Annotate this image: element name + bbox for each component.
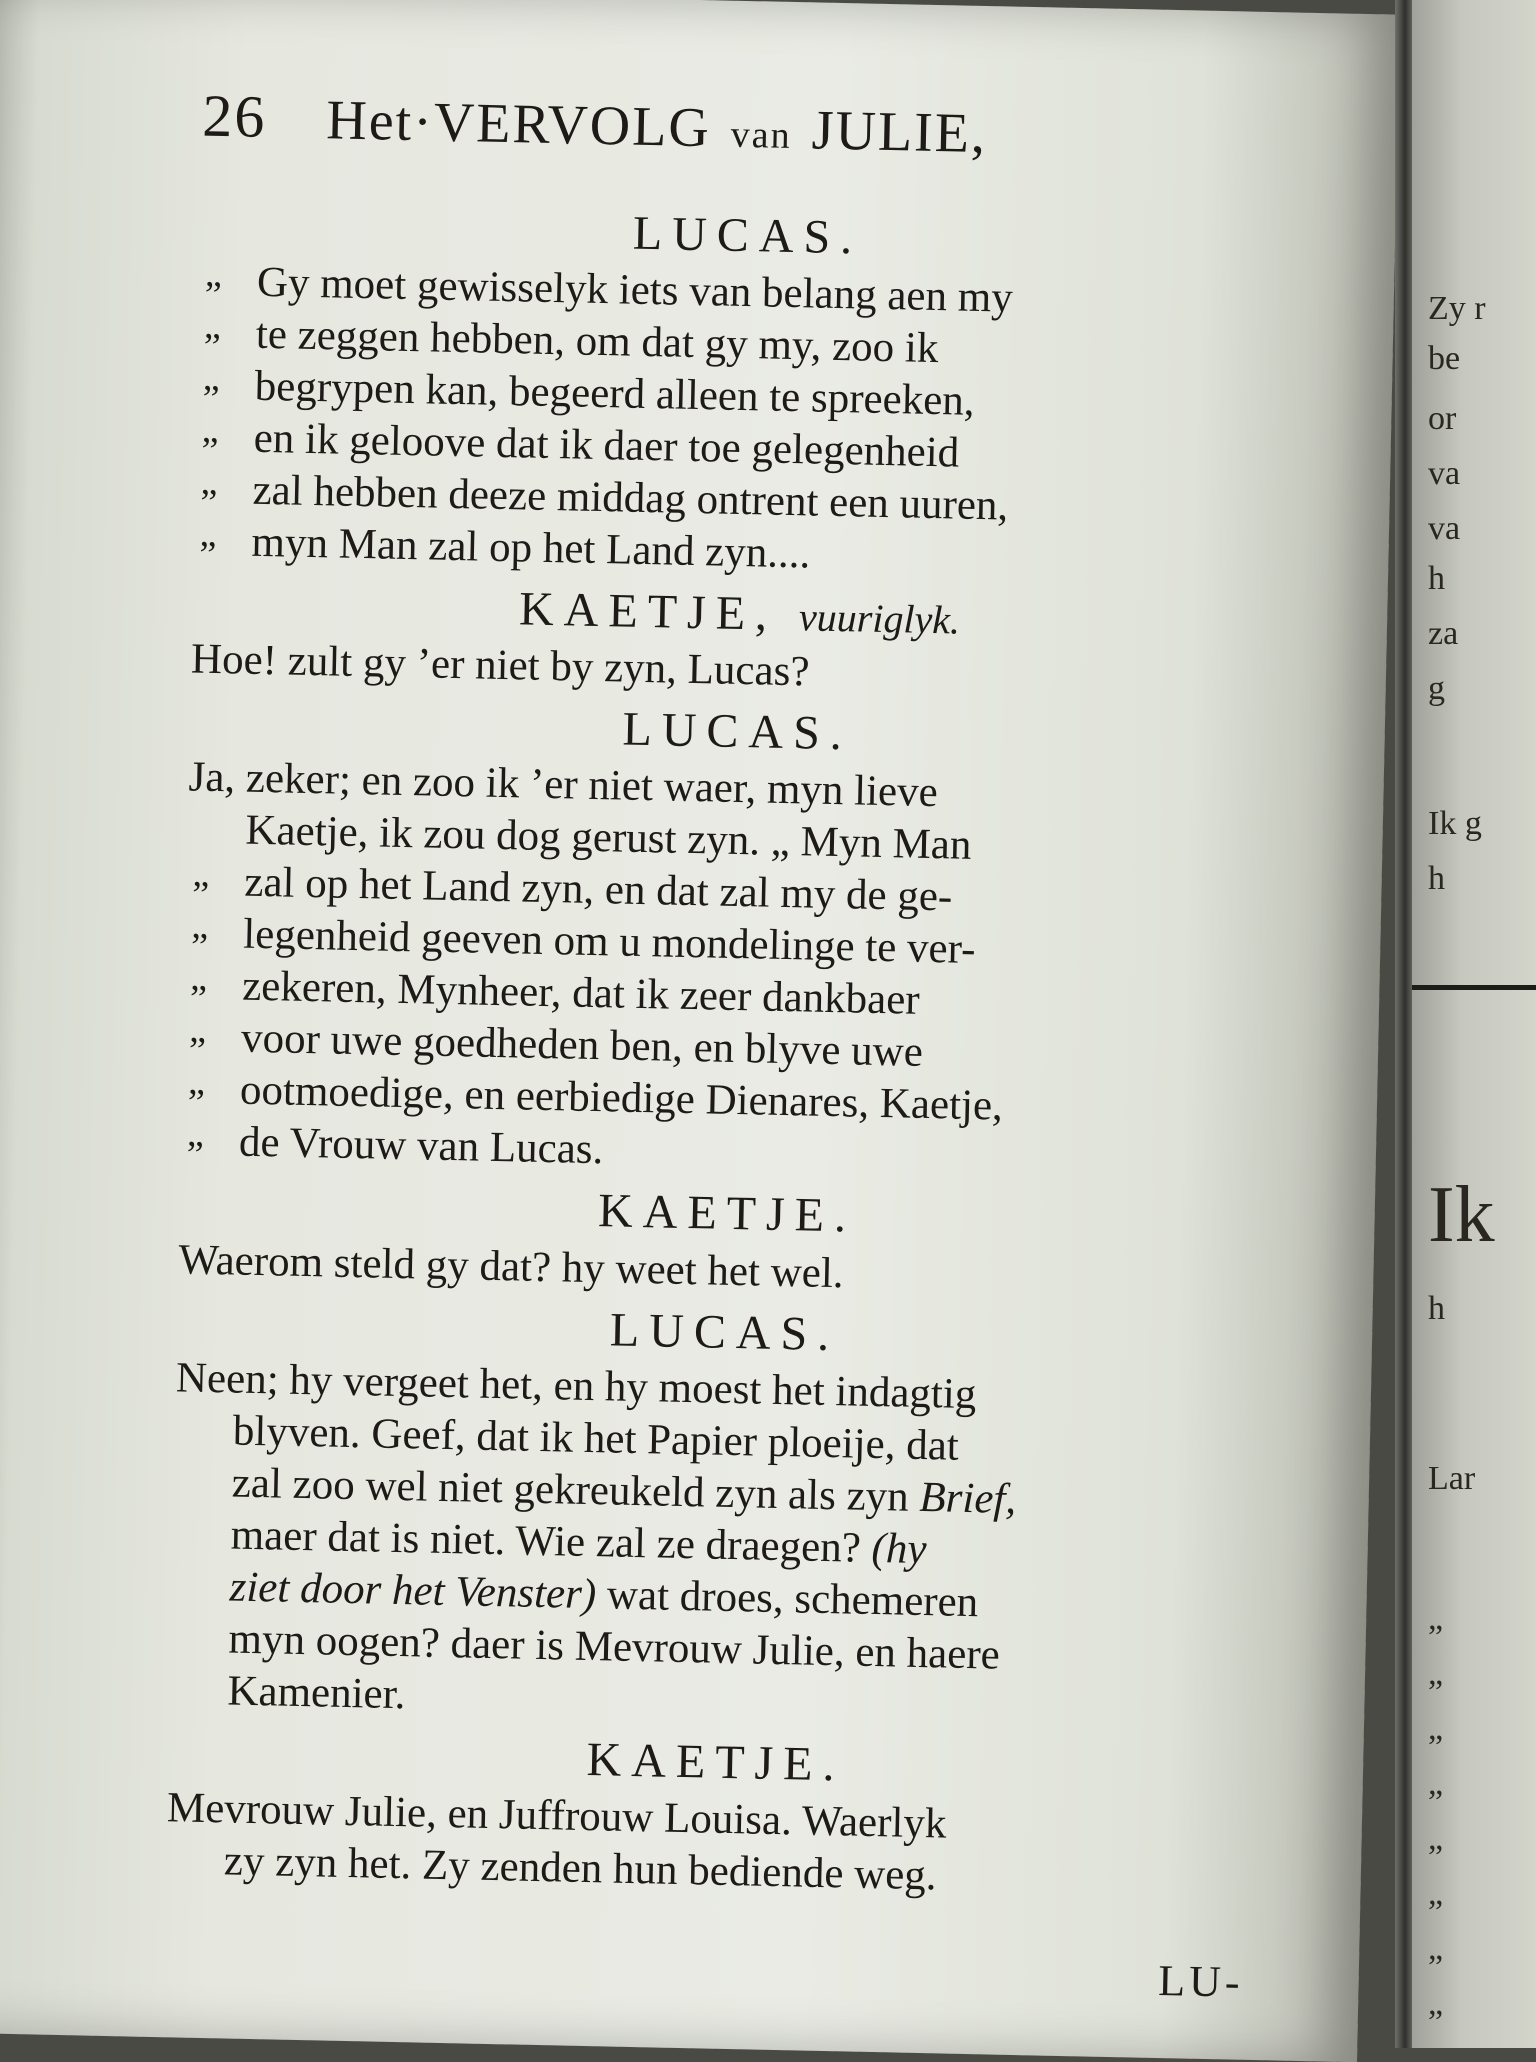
text-line: Kamenier.	[226, 1667, 406, 1718]
facing-page-text: „	[1428, 1600, 1444, 1637]
text-line: Neen; hy vergeet het, en hy moest het indagtig	[175, 1353, 977, 1418]
speaker-heading: KAETJE.	[597, 1184, 857, 1243]
facing-page-text: be	[1428, 340, 1461, 377]
facing-page-text: „	[1428, 1710, 1444, 1747]
stage-direction: ziet door het Venster)	[229, 1563, 597, 1618]
text-line: „ en ik geloove dat ik daer toe gelegenheid	[195, 412, 1291, 487]
text-line: Kaetje, ik zou dog gerust zyn. „ Myn Man	[245, 807, 972, 870]
catchword: LU-	[1157, 1956, 1245, 2007]
facing-page-text: Lar	[1428, 1460, 1476, 1497]
text-line: Waerom steld gy dat? hy weet het wel.	[178, 1235, 845, 1297]
text-line: „ de Vrouw van Lucas.	[180, 1116, 1276, 1191]
italic-run: Brief,	[918, 1473, 1017, 1523]
text-line: zy zyn het. Zy zenden hun bediende weg.	[223, 1837, 938, 1900]
facing-page-edge	[1412, 0, 1536, 2048]
facing-page-text: h	[1428, 1290, 1445, 1327]
speaker-heading: LUCAS.	[609, 1302, 840, 1361]
facing-page-text: or	[1428, 400, 1457, 437]
running-head	[202, 82, 1263, 173]
text-run: maer dat is niet. Wie zal ze draegen?	[230, 1511, 862, 1572]
text-line: Ja, zeker; en zoo ik ’er niet waer, myn lieve	[188, 753, 939, 817]
running-title-part: Het·VERVOLG	[325, 89, 712, 160]
text-line: „ Gy moet gewisselyk iets van belang aen my	[198, 256, 1294, 331]
facing-page-text: va	[1428, 510, 1461, 547]
facing-page-rule	[1412, 985, 1536, 990]
running-title	[326, 88, 988, 166]
text-line: blyven. Geef, dat ik het Papier ploeije, dat	[232, 1407, 960, 1470]
facing-page-text: „	[1428, 1765, 1444, 1802]
text-line: „ myn Man zal op het Land zyn....	[193, 516, 1289, 591]
text-line: „ legenheid geeven om u mondelinge te ver-	[185, 908, 1281, 983]
facing-page-text: „	[1428, 1820, 1444, 1857]
text-line: „ voor uwe goedheden ben, en blyve uwe	[183, 1012, 1279, 1087]
text-line: „ zal hebben deeze middag ontrent een uuren,	[194, 464, 1290, 539]
text-run: wat droes, schemeren	[606, 1571, 979, 1626]
facing-page-text: „	[1428, 1985, 1444, 2022]
running-title-part: JULIE,	[811, 99, 988, 166]
facing-page-text: Zy r	[1428, 290, 1486, 327]
text-line: „ begrypen kan, begeerd alleen te spreeken,	[196, 360, 1292, 435]
text-run: zal zoo wel niet gekreukeld zyn als zyn	[231, 1459, 910, 1521]
speaker-heading: KAETJE.	[586, 1732, 846, 1792]
facing-page-text: Ik	[1428, 1171, 1495, 1259]
text-line: „ zal op het Land zyn, en dat zal my de ge-	[186, 856, 1282, 931]
facing-page-text: h	[1428, 860, 1445, 897]
stage-direction: vuuriglyk.	[798, 594, 961, 643]
play-text	[165, 190, 1295, 1909]
text-line: „ ootmoedige, en eerbiedige Dienares, Kaetje,	[182, 1064, 1278, 1139]
facing-page-text: „	[1428, 1930, 1444, 1967]
speaker-heading: LUCAS.	[621, 702, 853, 761]
facing-page-text: g	[1428, 670, 1445, 707]
text-line: „ te zeggen hebben, om dat gy my, zoo ik	[197, 308, 1293, 383]
facing-page-text: „	[1428, 1875, 1444, 1912]
facing-page-text: Ik g	[1428, 805, 1482, 842]
running-title-part: van	[730, 113, 793, 157]
stage-direction: (hy	[871, 1524, 927, 1573]
facing-page-text: h	[1428, 560, 1445, 597]
speaker-name: KAETJE,	[518, 582, 778, 641]
facing-page-text: za	[1428, 615, 1459, 652]
facing-page-text: va	[1428, 455, 1461, 492]
page-edge-shadow	[0, 0, 40, 2034]
page-number: 26	[201, 82, 268, 150]
facing-page-text: „	[1428, 1655, 1444, 1692]
text-line: Hoe! zult gy ’er niet by zyn, Lucas?	[190, 635, 810, 696]
text-line: Mevrouw Julie, en Juffrouw Louisa. Waerlyk	[166, 1784, 947, 1848]
text-line: myn oogen? daer is Mevrouw Julie, en haere	[228, 1615, 1001, 1679]
text-line: „ zekeren, Mynheer, dat ik zeer dankbaer	[184, 960, 1280, 1035]
speaker-heading: LUCAS.	[632, 206, 863, 265]
